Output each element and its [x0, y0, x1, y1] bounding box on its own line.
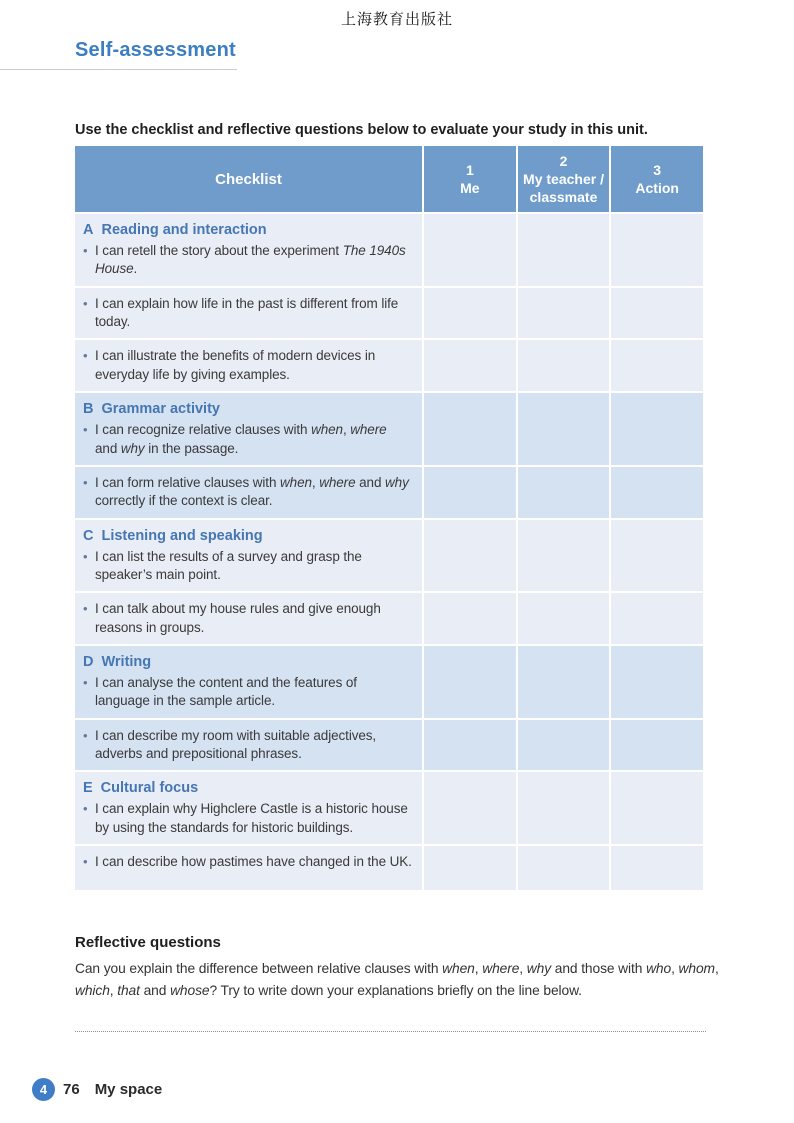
bullet-icon: • — [83, 243, 88, 258]
action-cell — [609, 340, 703, 391]
page-footer — [32, 1078, 162, 1101]
me-cell — [422, 593, 516, 644]
item-text: I can recognize relative clauses with when, where and why in the passage. — [95, 422, 387, 456]
bullet-icon: • — [83, 801, 88, 817]
me-cell — [422, 846, 516, 890]
checklist-item — [83, 853, 412, 871]
teacher-cell — [516, 393, 610, 465]
teacher-cell — [516, 520, 610, 592]
reflective-questions-section — [75, 934, 719, 1001]
teacher-cell — [516, 772, 610, 844]
me-cell — [422, 288, 516, 339]
teacher-cell — [516, 214, 610, 286]
reflective-questions-title: Reflective questions — [75, 934, 221, 952]
action-cell — [609, 593, 703, 644]
item-text: I can illustrate the benefits of modern devices in everyday life by giving examples. — [95, 348, 376, 382]
checklist-cell — [75, 646, 422, 718]
table-row — [75, 338, 703, 391]
page-title: Self-assessment — [75, 39, 236, 61]
teacher-cell — [516, 846, 610, 890]
table-row-section-a — [75, 212, 703, 286]
teacher-cell — [516, 340, 610, 391]
header-checklist: Checklist — [215, 170, 282, 188]
item-text: I can describe my room with suitable adjectives, adverbs and prepositional phrases. — [95, 727, 377, 762]
header-col-label: Me — [460, 180, 480, 196]
me-cell — [422, 772, 516, 844]
table-row — [75, 718, 703, 771]
me-cell — [422, 720, 516, 771]
publisher-header: 上海教育出版社 — [340, 11, 453, 28]
section-label-d — [83, 654, 412, 670]
checklist-item — [83, 727, 412, 764]
section-label-e — [83, 780, 412, 796]
checklist-item — [83, 548, 412, 585]
checklist-item — [83, 421, 412, 458]
section-letter: B — [83, 401, 94, 418]
section-title: Listening and speaking — [101, 527, 263, 544]
item-text: I can retell the story about the experiment The 1940s House. — [95, 243, 406, 277]
checklist-cell — [75, 593, 422, 644]
table-header-row — [75, 146, 703, 212]
section-title: Reading and interaction — [101, 222, 267, 238]
action-cell — [609, 214, 703, 286]
item-text: I can talk about my house rules and give enough reasons in groups. — [95, 601, 381, 635]
bullet-icon: • — [83, 348, 88, 364]
checklist-cell — [75, 846, 422, 890]
section-title: Grammar activity — [101, 401, 220, 418]
section-label-b — [83, 401, 412, 417]
item-text: I can list the results of a survey and grasp the speaker’s main point. — [95, 548, 362, 582]
bullet-icon: • — [83, 854, 88, 870]
header-col-label: My teacher / classmate — [523, 170, 604, 206]
me-cell — [422, 214, 516, 286]
checklist-item — [83, 242, 412, 279]
item-text: I can describe how pastimes have changed in the UK. — [95, 854, 412, 870]
action-cell — [609, 393, 703, 465]
section-letter: E — [83, 780, 93, 797]
header-col-number: 1 — [465, 161, 474, 178]
unit-number-badge: 4 — [32, 1078, 55, 1101]
checklist-cell — [75, 520, 422, 592]
header-col-me — [422, 146, 516, 212]
checklist-item — [83, 800, 412, 837]
action-cell — [609, 520, 703, 592]
bullet-icon: • — [83, 422, 88, 438]
checklist-item — [83, 600, 412, 637]
bullet-icon: • — [83, 474, 88, 490]
action-cell — [609, 772, 703, 844]
checklist-cell — [75, 393, 422, 465]
section-letter: C — [83, 527, 94, 544]
table-row-section-b — [75, 391, 703, 465]
teacher-cell — [516, 467, 610, 518]
table-row — [75, 591, 703, 644]
bullet-icon: • — [83, 548, 88, 564]
checklist-item — [83, 474, 412, 511]
checklist-cell — [75, 214, 422, 286]
checklist-cell — [75, 288, 422, 339]
checklist-item — [83, 295, 412, 332]
bullet-icon: • — [83, 675, 88, 691]
me-cell — [422, 340, 516, 391]
teacher-cell — [516, 646, 610, 718]
table-row-section-e — [75, 770, 703, 844]
bullet-icon: • — [83, 295, 88, 311]
header-col-number: 3 — [653, 161, 662, 178]
bullet-icon: • — [83, 727, 88, 743]
bullet-icon: • — [83, 601, 88, 617]
section-letter: D — [83, 654, 94, 671]
action-cell — [609, 288, 703, 339]
me-cell — [422, 393, 516, 465]
teacher-cell — [516, 720, 610, 771]
table-row — [75, 286, 703, 339]
reflective-question-text: Can you explain the difference between relative clauses with when, where, why and those with who, whom, which, that and whose? Try to write down your explanations briefly on the line below. — [75, 961, 719, 998]
checklist-cell — [75, 340, 422, 391]
table-row-section-d — [75, 644, 703, 718]
header-col-teacher — [516, 146, 610, 212]
header-col-label: Action — [635, 180, 679, 196]
section-title: Writing — [101, 654, 152, 671]
checklist-item — [83, 674, 412, 711]
section-title: Cultural focus — [100, 780, 199, 797]
answer-line — [75, 1031, 706, 1032]
table-row — [75, 844, 703, 890]
item-text: I can form relative clauses with when, where and why correctly if the context is clear. — [95, 474, 409, 509]
item-text: I can explain how life in the past is different from life today. — [95, 295, 399, 330]
teacher-cell — [516, 593, 610, 644]
section-label-a — [83, 222, 412, 238]
instruction-text: Use the checklist and reflective questions below to evaluate your study in this unit. — [75, 122, 648, 138]
teacher-cell — [516, 288, 610, 339]
header-col-action — [609, 146, 703, 212]
header-col-number: 2 — [559, 152, 568, 169]
item-text: I can analyse the content and the features of language in the sample article. — [95, 675, 357, 709]
page-number: 76 — [63, 1081, 80, 1098]
title-rule — [0, 39, 237, 70]
checklist-cell — [75, 720, 422, 771]
action-cell — [609, 646, 703, 718]
table-row-section-c — [75, 518, 703, 592]
me-cell — [422, 467, 516, 518]
action-cell — [609, 720, 703, 771]
me-cell — [422, 646, 516, 718]
section-letter: A — [83, 222, 94, 238]
checklist-item — [83, 347, 412, 384]
checklist-cell — [75, 467, 422, 518]
action-cell — [609, 846, 703, 890]
item-text: I can explain why Highclere Castle is a historic house by using the standards for historic buildings. — [95, 801, 408, 835]
checklist-cell — [75, 772, 422, 844]
section-label-c — [83, 528, 412, 544]
table-row — [75, 465, 703, 518]
unit-title: My space — [94, 1081, 163, 1098]
checklist-table — [75, 146, 703, 890]
action-cell — [609, 467, 703, 518]
me-cell — [422, 520, 516, 592]
